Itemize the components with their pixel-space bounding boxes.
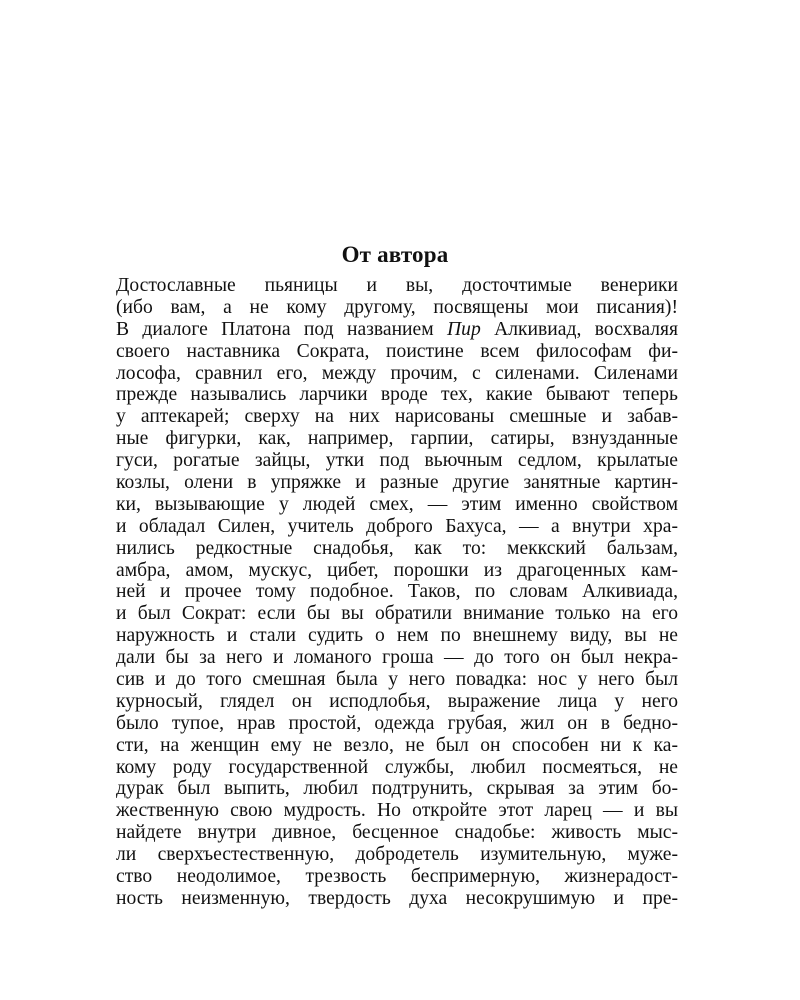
text-line: сти, на женщин ему не везло, не был он способен ни к ка-: [116, 734, 678, 756]
text-line: своего наставника Сократа, поистине всем философам фи-: [116, 340, 678, 362]
text-line: найдете внутри дивное, бесценное снадобье: живость мыс-: [116, 822, 678, 844]
text-line: козлы, олени в упряжке и разные другие занятные картин-: [116, 472, 678, 494]
text-line: прежде назывались ларчики вроде тех, какие бывают теперь: [116, 384, 678, 406]
text-line: амбра, амом, мускус, цибет, порошки из драгоценных кам-: [116, 559, 678, 581]
body-text: [116, 275, 678, 910]
text-line: ство неодолимое, трезвость беспримерную, жизнерадост-: [116, 866, 678, 888]
text-line: и был Сократ: если бы вы обратили внимание только на его: [116, 603, 678, 625]
text-line-with-italic: [116, 319, 678, 341]
text-line: кому роду государственной службы, любил посмеяться, не: [116, 756, 678, 778]
text-line: нились редкостные снадобья, как то: меккский бальзам,: [116, 537, 678, 559]
text-line: Достославные пьяницы и вы, досточтимые венерики: [116, 275, 678, 296]
text-line: ки, вызывающие у людей смех, — этим именно свойством: [116, 493, 678, 515]
text-line: ность неизменную, твердость духа несокрушимую и пре-: [116, 887, 678, 909]
text-line: наружность и стали судить о нем по внешнему виду, вы не: [116, 625, 678, 647]
text-line: жественную свою мудрость. Но откройте этот ларец — и вы: [116, 800, 678, 822]
text-line: было тупое, нрав простой, одежда грубая, жил он в бедно-: [116, 712, 678, 734]
text-line: и обладал Силен, учитель доброго Бахуса, — а внутри хра-: [116, 515, 678, 537]
text-line: ней и прочее тому подобное. Таков, по словам Алкивиада,: [116, 581, 678, 603]
chapter-title: От автора: [341, 242, 449, 267]
text-line: ли сверхъестественную, добродетель изумительную, муже-: [116, 844, 678, 866]
text-line: у аптекарей; сверху на них нарисованы смешные и забав-: [116, 406, 678, 428]
text-line: гуси, рогатые зайцы, утки под вьючным седлом, крылатые: [116, 450, 678, 472]
text-line: ные фигурки, как, например, гарпии, сатиры, взнузданные: [116, 428, 678, 450]
text-segment: Алкивиад, восхваляя: [480, 318, 678, 340]
text-line: дурак был выпить, любил подтрунить, скрывая за этим бо-: [116, 778, 678, 800]
italic-title: Пир: [447, 318, 481, 340]
text-segment: В диалоге Платона под названием: [116, 318, 447, 340]
text-line: сив и до того смешная была у него повадка: нос у него был: [116, 669, 678, 691]
text-line: лософа, сравнил его, между прочим, с силенами. Силенами: [116, 362, 678, 384]
text-line: дали бы за него и ломаного гроша — до того он был некра-: [116, 647, 678, 669]
text-line: курносый, глядел он исподлобья, выражение лица у него: [116, 690, 678, 712]
text-line: (ибо вам, а не кому другому, посвящены мои писания)!: [116, 296, 678, 318]
